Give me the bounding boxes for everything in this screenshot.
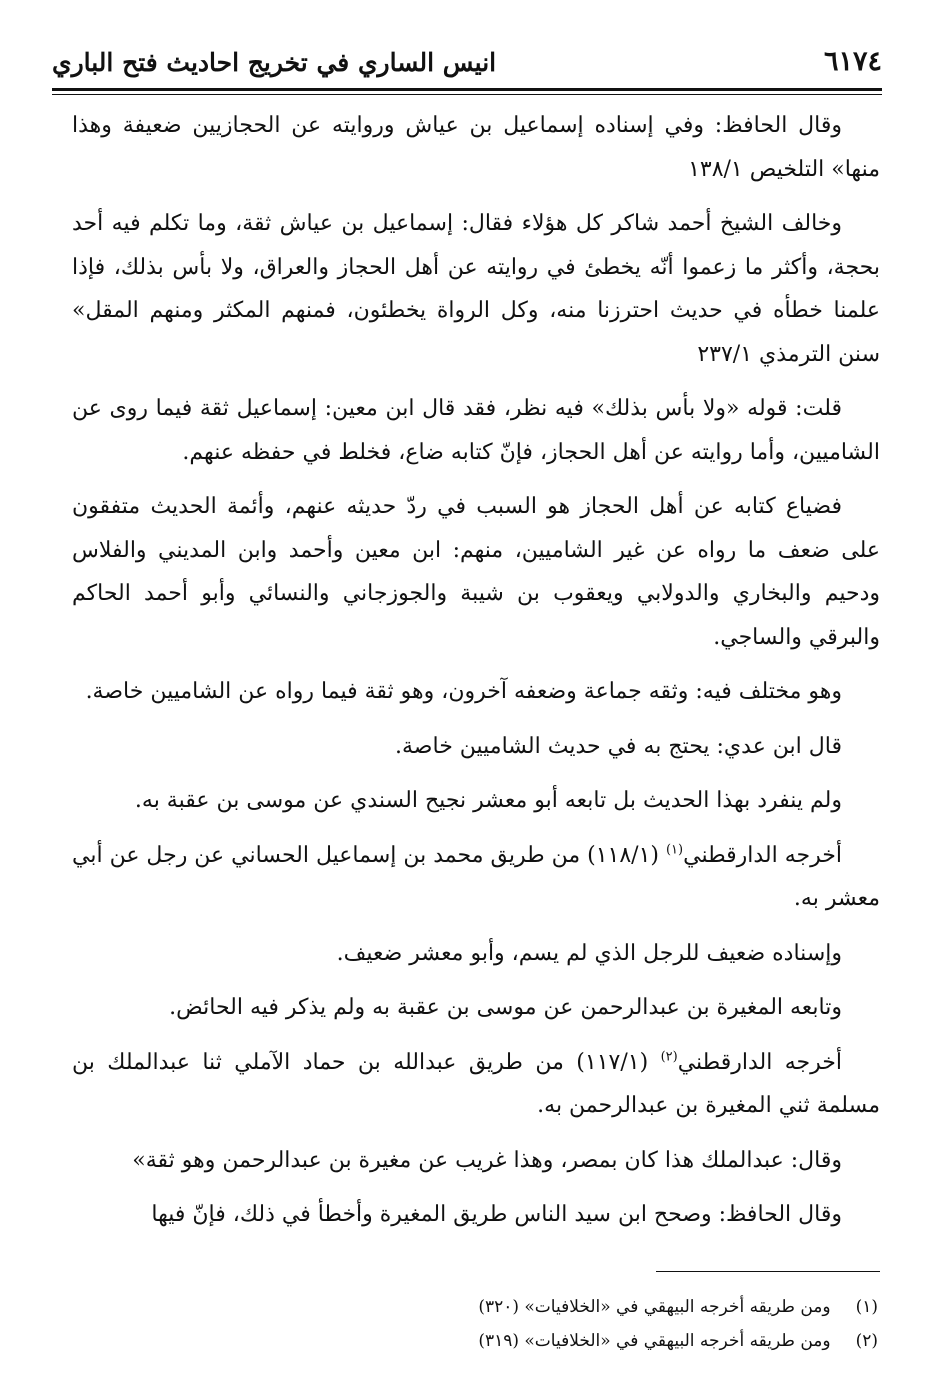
footnotes <box>300 1290 878 1358</box>
paragraph-text: (١١٧/١) من طريق عبدالله بن حماد الآملي ثنا عبدالملك بن مسلمة ثني المغيرة بن عبدالرحمن به. <box>72 1049 880 1118</box>
footnote-number: (١) <box>855 1297 878 1317</box>
paragraph: وخالف الشيخ أحمد شاكر كل هؤلاء فقال: إسماعيل بن عياش ثقة، وما تكلم فيه أحد بحجة، وأكثر ما زعموا أنّه يخطئ في روايته عن أهل الحجاز والعراق، ولا بأس بذلك، فإذا علمنا خطأه في حديث احترزنا منه، وكل الرواة يخطئون، فمنهم المكثر ومنهم المقل» سنن الترمذي ٢٣٧/١ <box>72 211 880 367</box>
paragraph: ولم ينفرد بهذا الحديث بل تابعه أبو معشر نجيح السندي عن موسى بن عقبة به. <box>134 788 842 813</box>
footnote-number: (٢) <box>855 1331 878 1351</box>
footnote <box>300 1324 878 1358</box>
paragraph-text: أخرجه الدارقطني <box>683 842 842 868</box>
page-number: ٦١٧٤ <box>823 46 882 77</box>
paragraph-with-footnote <box>72 834 880 921</box>
footnote-marker[interactable]: (١) <box>665 842 684 858</box>
book-title: انيس الساري في تخريج احاديث فتح الباري <box>52 48 497 77</box>
header-rule-thin <box>52 94 882 95</box>
paragraph: وتابعه المغيرة بن عبدالرحمن عن موسى بن عقبة به ولم يذكر فيه الحائض. <box>169 995 842 1020</box>
footnote-text: ومن طريقه أخرجه البيهقي في «الخلافيات» (٣١٩) <box>478 1331 831 1351</box>
paragraph-text: أخرجه الدارقطني <box>677 1049 842 1075</box>
paragraph-text: (١١٨/١) من طريق محمد بن إسماعيل الحساني عن رجل عن أبي معشر به. <box>72 842 880 911</box>
paragraph: وهو مختلف فيه: وثقه جماعة وضعفه آخرون، وهو ثقة فيما رواه عن الشاميين خاصة. <box>85 679 842 704</box>
paragraph: وإسناده ضعيف للرجل الذي لم يسم، وأبو معشر ضعيف. <box>336 940 842 966</box>
paragraph: وقال الحافظ: وصحح ابن سيد الناس طريق المغيرة وأخطأ في ذلك، فإنّ فيها <box>151 1202 842 1227</box>
main-text <box>72 104 880 1248</box>
footnote-text: ومن طريقه أخرجه البيهقي في «الخلافيات» (٣٢٠) <box>478 1297 831 1317</box>
paragraph: قلت: قوله «ولا بأس بذلك» فيه نظر، فقد قال ابن معين: إسماعيل ثقة فيما روى عن الشاميين، وأما روايته عن أهل الحجاز، فإنّ كتابه ضاع، فخلط في حفظه عنهم. <box>72 396 880 465</box>
page-header <box>52 44 882 88</box>
footnote-marker[interactable]: (٢) <box>660 1049 678 1065</box>
paragraph: فضياع كتابه عن أهل الحجاز هو السبب في ردّ حديثه عنهم، وأئمة الحديث متفقون على ضعف ما رواه عن غير الشاميين، منهم: ابن معين وأحمد وابن المديني والفلاس ودحيم والبخاري والدولابي ويعقوب بن شيبة والجوزجاني والنسائي وأبو أحمد الحاكم والبرقي والساجي. <box>72 494 880 650</box>
paragraph: وقال: عبدالملك هذا كان بمصر، وهذا غريب عن مغيرة بن عبدالرحمن وهو ثقة» <box>132 1147 842 1173</box>
header-rule-thick <box>52 88 882 91</box>
paragraph: وقال الحافظ: وفي إسناده إسماعيل بن عياش وروايته عن الحجازيين ضعيفة وهذا منها» التلخيص ١٣٨/١ <box>72 113 880 182</box>
footnote <box>300 1290 878 1324</box>
footnote-separator <box>656 1271 880 1272</box>
paragraph-with-footnote <box>72 1041 880 1128</box>
paragraph: قال ابن عدي: يحتج به في حديث الشاميين خاصة. <box>395 733 842 759</box>
